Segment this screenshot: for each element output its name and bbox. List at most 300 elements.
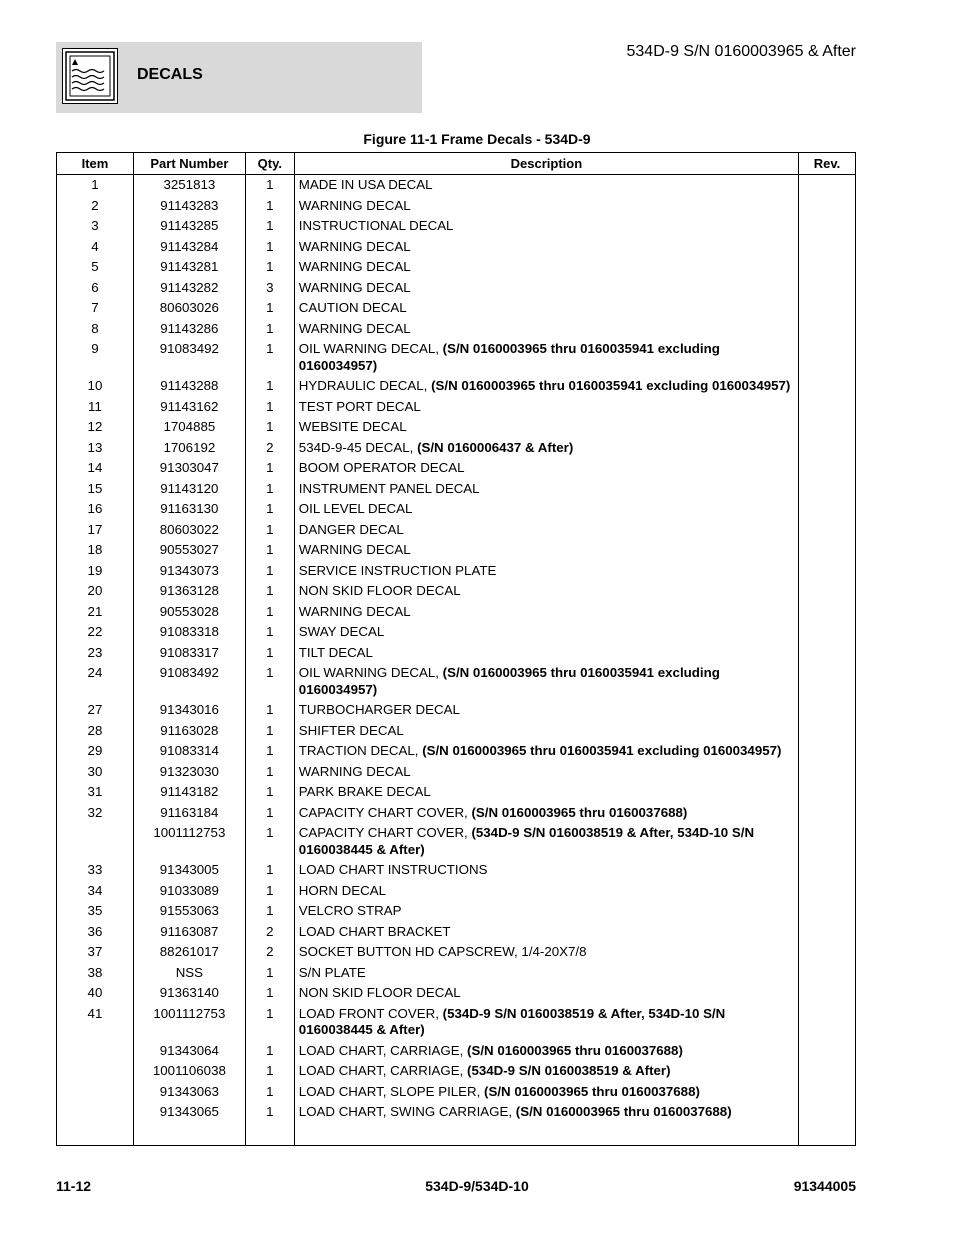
cell-qty: 2	[245, 438, 294, 459]
column-header-part-number: Part Number	[133, 153, 245, 175]
filler-cell	[245, 1123, 294, 1146]
cell-part-number: 91143281	[133, 257, 245, 278]
cell-item	[57, 1061, 134, 1082]
table-row	[57, 782, 856, 803]
cell-qty: 1	[245, 721, 294, 742]
table-row	[57, 823, 856, 860]
cell-qty: 1	[245, 782, 294, 803]
cell-description	[294, 278, 798, 299]
cell-rev	[799, 1004, 856, 1041]
cell-rev	[799, 1102, 856, 1123]
cell-item: 6	[57, 278, 134, 299]
filler-cell	[57, 1123, 134, 1146]
cell-description	[294, 721, 798, 742]
table-row	[57, 942, 856, 963]
cell-description	[294, 762, 798, 783]
cell-item: 8	[57, 319, 134, 340]
description-text: WARNING DECAL	[298, 197, 411, 213]
description-text: S/N PLATE	[298, 964, 366, 980]
cell-rev	[799, 741, 856, 762]
cell-item: 22	[57, 622, 134, 643]
table-filler-row	[57, 1123, 856, 1146]
cell-part-number: 91143285	[133, 216, 245, 237]
description-text: NON SKID FLOOR DECAL	[298, 985, 461, 1000]
description-text: WARNING DECAL	[298, 238, 411, 254]
cell-item	[57, 1082, 134, 1103]
cell-rev	[799, 663, 856, 700]
cell-rev	[799, 175, 856, 196]
cell-part-number: 90553027	[133, 540, 245, 561]
doc-number: 91344005	[793, 1178, 856, 1194]
filler-cell	[133, 1123, 245, 1146]
cell-qty: 1	[245, 1061, 294, 1082]
cell-rev	[799, 298, 856, 319]
cell-part-number: 90553028	[133, 602, 245, 623]
cell-rev	[799, 520, 856, 541]
cell-rev	[799, 540, 856, 561]
table-row	[57, 397, 856, 418]
cell-qty: 3	[245, 278, 294, 299]
description-text: TEST PORT DECAL	[298, 398, 421, 414]
column-header-item: Item	[57, 153, 134, 175]
cell-rev	[799, 860, 856, 881]
cell-part-number: 80603022	[133, 520, 245, 541]
cell-part-number: 91303047	[133, 458, 245, 479]
table-row	[57, 458, 856, 479]
cell-description	[294, 237, 798, 258]
cell-description	[294, 175, 798, 196]
cell-rev	[799, 901, 856, 922]
cell-part-number: 80603026	[133, 298, 245, 319]
filler-cell	[799, 1123, 856, 1146]
cell-item	[57, 823, 134, 860]
description-text: OIL WARNING DECAL,	[298, 665, 439, 680]
cell-description	[294, 823, 798, 860]
description-text: MADE IN USA DECAL	[298, 177, 433, 192]
serial-note: (S/N 0160003965 thru 0160037688)	[471, 804, 688, 820]
table-row	[57, 319, 856, 340]
column-header-rev: Rev.	[799, 153, 856, 175]
cell-rev	[799, 963, 856, 984]
description-text: SHIFTER DECAL	[298, 722, 404, 738]
cell-qty: 1	[245, 175, 294, 196]
cell-qty: 1	[245, 860, 294, 881]
description-text: VELCRO STRAP	[298, 903, 402, 918]
cell-rev	[799, 643, 856, 664]
cell-item: 10	[57, 376, 134, 397]
cell-qty: 1	[245, 663, 294, 700]
table-row	[57, 922, 856, 943]
cell-description	[294, 499, 798, 520]
cell-description	[294, 700, 798, 721]
cell-item: 13	[57, 438, 134, 459]
cell-qty: 1	[245, 237, 294, 258]
table-row	[57, 520, 856, 541]
cell-description	[294, 458, 798, 479]
cell-part-number: 91163130	[133, 499, 245, 520]
table-header-row	[57, 153, 856, 175]
cell-item: 3	[57, 216, 134, 237]
cell-qty: 1	[245, 581, 294, 602]
table-row	[57, 721, 856, 742]
description-text: WARNING DECAL	[298, 542, 411, 557]
cell-description	[294, 602, 798, 623]
cell-description	[294, 881, 798, 902]
cell-rev	[799, 602, 856, 623]
cell-description	[294, 561, 798, 582]
table-row	[57, 602, 856, 623]
cell-part-number: NSS	[133, 963, 245, 984]
cell-qty: 1	[245, 196, 294, 217]
description-text: TRACTION DECAL,	[298, 743, 419, 758]
table-row	[57, 700, 856, 721]
cell-rev	[799, 438, 856, 459]
description-text: LOAD CHART, CARRIAGE,	[298, 1063, 464, 1078]
cell-qty: 1	[245, 520, 294, 541]
serial-note: (534D-9 S/N 0160038519 & After, 534D-10 S/N 0160038445 & After)	[298, 1005, 726, 1037]
cell-description	[294, 397, 798, 418]
cell-qty: 1	[245, 643, 294, 664]
cell-rev	[799, 1061, 856, 1082]
cell-item: 36	[57, 922, 134, 943]
serial-note: (S/N 0160003965 thru 0160035941 excluding 0160034957)	[298, 341, 720, 373]
cell-item	[57, 1102, 134, 1123]
cell-rev	[799, 196, 856, 217]
table-row	[57, 1004, 856, 1041]
cell-item: 28	[57, 721, 134, 742]
description-text: CAPACITY CHART COVER,	[298, 804, 468, 820]
cell-rev	[799, 721, 856, 742]
cell-rev	[799, 700, 856, 721]
cell-rev	[799, 339, 856, 376]
parts-table	[56, 152, 856, 1146]
table-row	[57, 963, 856, 984]
description-text: SWAY DECAL	[298, 624, 385, 639]
cell-part-number: 91553063	[133, 901, 245, 922]
table-row	[57, 901, 856, 922]
table-row	[57, 257, 856, 278]
table-row	[57, 881, 856, 902]
cell-rev	[799, 397, 856, 418]
cell-description	[294, 741, 798, 762]
table-row	[57, 438, 856, 459]
table-row	[57, 216, 856, 237]
cell-qty: 1	[245, 1041, 294, 1062]
description-text: SERVICE INSTRUCTION PLATE	[298, 562, 497, 578]
table-row	[57, 298, 856, 319]
table-row	[57, 643, 856, 664]
description-text: WARNING DECAL	[298, 279, 411, 295]
table-row	[57, 196, 856, 217]
cell-part-number: 88261017	[133, 942, 245, 963]
cell-rev	[799, 237, 856, 258]
cell-description	[294, 663, 798, 700]
cell-item: 20	[57, 581, 134, 602]
cell-qty: 2	[245, 942, 294, 963]
description-text: LOAD CHART, SWING CARRIAGE,	[298, 1104, 513, 1119]
serial-note: (S/N 0160003965 thru 0160035941 excluding 0160034957)	[431, 378, 791, 393]
table-row	[57, 417, 856, 438]
table-row	[57, 581, 856, 602]
cell-item: 2	[57, 196, 134, 217]
cell-rev	[799, 622, 856, 643]
page-number: 11-12	[56, 1178, 92, 1194]
cell-item: 31	[57, 782, 134, 803]
cell-part-number: 91083492	[133, 339, 245, 376]
table-row	[57, 237, 856, 258]
cell-qty: 2	[245, 922, 294, 943]
tank-fluid-icon	[62, 48, 118, 104]
table-row	[57, 339, 856, 376]
cell-item: 15	[57, 479, 134, 500]
column-header-qty: Qty.	[245, 153, 294, 175]
cell-item: 7	[57, 298, 134, 319]
cell-rev	[799, 762, 856, 783]
cell-part-number: 91083317	[133, 643, 245, 664]
description-text: TURBOCHARGER DECAL	[298, 702, 460, 717]
cell-part-number: 91163028	[133, 721, 245, 742]
cell-qty: 1	[245, 1102, 294, 1123]
cell-item: 18	[57, 540, 134, 561]
cell-part-number: 91033089	[133, 881, 245, 902]
cell-description	[294, 1102, 798, 1123]
cell-part-number: 1704885	[133, 417, 245, 438]
description-text: 534D-9-45 DECAL,	[298, 439, 414, 455]
serial-note: (534D-9 S/N 0160038519 & After, 534D-10 S/N 0160038445 & After)	[298, 825, 755, 857]
serial-note: (S/N 0160003965 thru 0160037688)	[467, 1042, 683, 1058]
cell-part-number: 91143182	[133, 782, 245, 803]
cell-item: 1	[57, 175, 134, 196]
cell-part-number: 91083318	[133, 622, 245, 643]
description-text: WARNING DECAL	[298, 320, 411, 336]
table-row	[57, 479, 856, 500]
cell-description	[294, 581, 798, 602]
description-text: CAPACITY CHART COVER,	[298, 825, 468, 840]
cell-description	[294, 257, 798, 278]
cell-description	[294, 963, 798, 984]
cell-item: 21	[57, 602, 134, 623]
cell-item	[57, 1041, 134, 1062]
cell-part-number: 91083314	[133, 741, 245, 762]
cell-rev	[799, 499, 856, 520]
description-text: LOAD FRONT COVER,	[298, 1005, 439, 1021]
cell-rev	[799, 1041, 856, 1062]
cell-item: 33	[57, 860, 134, 881]
serial-note: (S/N 0160003965 thru 0160035941 excluding 0160034957)	[422, 743, 782, 758]
cell-rev	[799, 782, 856, 803]
cell-qty: 1	[245, 823, 294, 860]
cell-item: 24	[57, 663, 134, 700]
cell-rev	[799, 1082, 856, 1103]
cell-item: 34	[57, 881, 134, 902]
cell-description	[294, 339, 798, 376]
cell-part-number: 91143286	[133, 319, 245, 340]
cell-description	[294, 983, 798, 1004]
cell-description	[294, 438, 798, 459]
cell-description	[294, 216, 798, 237]
cell-part-number: 1001106038	[133, 1061, 245, 1082]
cell-qty: 1	[245, 319, 294, 340]
cell-description	[294, 417, 798, 438]
cell-qty: 1	[245, 397, 294, 418]
cell-description	[294, 376, 798, 397]
cell-item: 40	[57, 983, 134, 1004]
model-header: 534D-9 S/N 0160003965 & After	[626, 43, 856, 60]
table-row	[57, 499, 856, 520]
cell-qty: 1	[245, 458, 294, 479]
cell-part-number: 91143282	[133, 278, 245, 299]
table-row	[57, 1082, 856, 1103]
cell-rev	[799, 561, 856, 582]
cell-item: 30	[57, 762, 134, 783]
serial-note: (534D-9 S/N 0160038519 & After)	[467, 1063, 671, 1078]
cell-qty: 1	[245, 376, 294, 397]
description-text: OIL WARNING DECAL,	[298, 341, 439, 356]
cell-rev	[799, 942, 856, 963]
cell-item: 4	[57, 237, 134, 258]
cell-qty: 1	[245, 700, 294, 721]
cell-rev	[799, 581, 856, 602]
cell-part-number: 91343064	[133, 1041, 245, 1062]
cell-qty: 1	[245, 257, 294, 278]
cell-part-number: 1706192	[133, 438, 245, 459]
description-text: WARNING DECAL	[298, 763, 411, 779]
cell-part-number: 91163087	[133, 922, 245, 943]
description-text: HORN DECAL	[298, 882, 386, 898]
serial-note: (S/N 0160006437 & After)	[417, 439, 574, 455]
description-text: LOAD CHART INSTRUCTIONS	[298, 862, 488, 877]
description-text: LOAD CHART, SLOPE PILER,	[298, 1083, 481, 1099]
table-row	[57, 1102, 856, 1123]
cell-rev	[799, 458, 856, 479]
cell-item: 41	[57, 1004, 134, 1041]
description-text: LOAD CHART BRACKET	[298, 923, 451, 939]
cell-qty: 1	[245, 298, 294, 319]
table-row	[57, 175, 856, 196]
cell-description	[294, 1082, 798, 1103]
table-body	[57, 175, 856, 1146]
cell-qty: 1	[245, 479, 294, 500]
cell-rev	[799, 803, 856, 824]
description-text: SOCKET BUTTON HD CAPSCREW, 1/4-20X7/8	[298, 944, 587, 959]
table-row	[57, 803, 856, 824]
cell-rev	[799, 922, 856, 943]
cell-item: 19	[57, 561, 134, 582]
cell-item: 11	[57, 397, 134, 418]
cell-qty: 1	[245, 499, 294, 520]
cell-part-number: 91083492	[133, 663, 245, 700]
cell-description	[294, 540, 798, 561]
description-text: LOAD CHART, CARRIAGE,	[298, 1042, 464, 1058]
serial-note: (S/N 0160003965 thru 0160037688)	[484, 1083, 700, 1099]
cell-part-number: 91343005	[133, 860, 245, 881]
cell-part-number: 91343063	[133, 1082, 245, 1103]
cell-part-number: 3251813	[133, 175, 245, 196]
cell-description	[294, 782, 798, 803]
cell-description	[294, 622, 798, 643]
cell-part-number: 91143288	[133, 376, 245, 397]
cell-item: 35	[57, 901, 134, 922]
cell-item: 14	[57, 458, 134, 479]
description-text: CAUTION DECAL	[298, 300, 407, 315]
cell-rev	[799, 823, 856, 860]
cell-description	[294, 942, 798, 963]
cell-part-number: 91143283	[133, 196, 245, 217]
section-title: DECALS	[137, 66, 203, 83]
cell-item: 32	[57, 803, 134, 824]
cell-qty: 1	[245, 741, 294, 762]
cell-rev	[799, 881, 856, 902]
table-row	[57, 622, 856, 643]
table-row	[57, 561, 856, 582]
cell-item: 12	[57, 417, 134, 438]
cell-rev	[799, 216, 856, 237]
serial-note: (S/N 0160003965 thru 0160035941 excluding 0160034957)	[298, 665, 720, 697]
cell-description	[294, 860, 798, 881]
cell-item: 27	[57, 700, 134, 721]
description-text: OIL LEVEL DECAL	[298, 501, 413, 516]
table-row	[57, 376, 856, 397]
figure-title: Figure 11-1 Frame Decals - 534D-9	[363, 131, 591, 147]
cell-description	[294, 922, 798, 943]
description-text: HYDRAULIC DECAL,	[298, 378, 428, 393]
table-row	[57, 1041, 856, 1062]
cell-rev	[799, 376, 856, 397]
footer-models: 534D-9/534D-10	[425, 1178, 529, 1194]
column-header-description: Description	[294, 153, 798, 175]
cell-qty: 1	[245, 901, 294, 922]
cell-rev	[799, 479, 856, 500]
cell-qty: 1	[245, 983, 294, 1004]
description-text: BOOM OPERATOR DECAL	[298, 460, 465, 475]
cell-description	[294, 643, 798, 664]
serial-note: (S/N 0160003965 thru 0160037688)	[515, 1104, 732, 1119]
cell-rev	[799, 319, 856, 340]
cell-part-number: 91363140	[133, 983, 245, 1004]
description-text: INSTRUMENT PANEL DECAL	[298, 480, 480, 496]
cell-part-number: 1001112753	[133, 1004, 245, 1041]
cell-item: 29	[57, 741, 134, 762]
cell-item: 16	[57, 499, 134, 520]
description-text: PARK BRAKE DECAL	[298, 784, 431, 799]
description-text: WARNING DECAL	[298, 259, 411, 274]
cell-part-number: 91343016	[133, 700, 245, 721]
cell-qty: 1	[245, 216, 294, 237]
cell-qty: 1	[245, 540, 294, 561]
cell-part-number: 91143162	[133, 397, 245, 418]
cell-description	[294, 1061, 798, 1082]
table-row	[57, 983, 856, 1004]
cell-rev	[799, 257, 856, 278]
description-text: NON SKID FLOOR DECAL	[298, 583, 461, 598]
cell-part-number: 91143120	[133, 479, 245, 500]
cell-part-number: 91343073	[133, 561, 245, 582]
cell-qty: 1	[245, 803, 294, 824]
cell-part-number: 91143284	[133, 237, 245, 258]
cell-part-number: 91163184	[133, 803, 245, 824]
cell-rev	[799, 278, 856, 299]
cell-item: 37	[57, 942, 134, 963]
cell-description	[294, 1041, 798, 1062]
cell-description	[294, 196, 798, 217]
cell-description	[294, 520, 798, 541]
cell-item: 38	[57, 963, 134, 984]
table-row	[57, 278, 856, 299]
cell-qty: 1	[245, 963, 294, 984]
cell-qty: 1	[245, 762, 294, 783]
cell-qty: 1	[245, 417, 294, 438]
table-row	[57, 540, 856, 561]
